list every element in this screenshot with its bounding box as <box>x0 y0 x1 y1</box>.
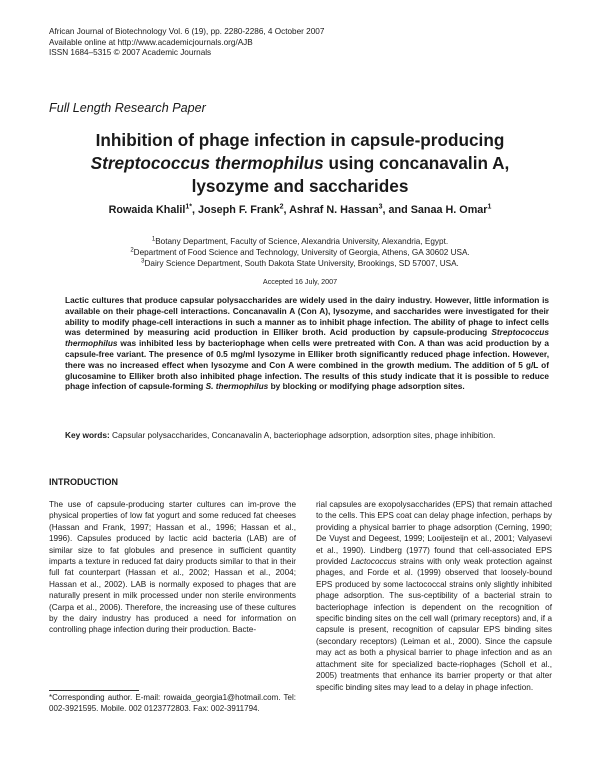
article-category: Full Length Research Paper <box>49 101 206 115</box>
author-1-affil: 1* <box>185 203 193 211</box>
genus-name: Lactococcus <box>350 557 397 567</box>
title-species: Streptococcus thermophilus <box>90 153 324 173</box>
title-line-2-rest: using concanavalin A, <box>323 153 510 173</box>
keywords <box>65 430 549 441</box>
footnote-divider <box>49 690 139 691</box>
author-separator: , <box>283 204 290 216</box>
species-name: Streptococcus thermophilus <box>65 327 549 349</box>
journal-issn: ISSN 1684–5315 © 2007 Academic Journals <box>49 48 212 58</box>
journal-header <box>49 27 324 59</box>
title-line-3: lysozyme and saccharides <box>191 176 409 196</box>
affiliation-2: $^2$Department of Food Science and Technology, University of Georgia, Athens, GA 30602 USA. <box>130 247 470 257</box>
author-3: Ashraf N. Hassan <box>289 204 379 216</box>
author-1: Rowaida Khalil <box>108 204 186 216</box>
intro-column-right: rial capsules are exopolysaccharides (EPS) that remain attached to the cells. This EPS coat can delay phage infection, perhaps by providing a physical barrier to phage adsorption (Cerning, 1990; De Vuyst and Degeest, 1999; Looijesteijn et al., 2001; Valyasevi et al., 1990). Lindberg (1977) found that cell-associated EPS provided Lactococcus strains with only weak protection against phages, and Forde et al. (1999) observed that loosely-bound EPS produced by some lactococcal strains only slightly inhibited phage adsorption. The sus-ceptibility of a bacterial strain to bacteriophage infection is dependent on the recognition of specific binding sites on the cell wall (primary receptors) and, if a capsule is present, recognition of capsular EPS binding sites (secondary receptors) (Leiman et al., 2000). Since the capsule may act as both a physical barrier to phage infection and as an attachment site for specialized bacte-riophages (Scholl et al., 2005) treatments that enhance its barrier property or that alter specific binding sites may lead to a delay in phage infection. <box>316 500 552 692</box>
author-3-affil: 3 <box>378 203 383 211</box>
accepted-date: Accepted 16 July, 2007 <box>262 277 338 286</box>
intro-column-left: The use of capsule-producing starter cultures can im-prove the physical properties of low fat yogurt and some reduced fat cheeses (Hassan and Frank, 1997; Hassan et al., 1996; Hassan et al., 1996). Capsules produced by lactic acid bacteria (LAB) are of similar size to fat globules and presence in sufficient quantity imparts a texture in reduced fat dairy products similar to that in their full fat counterpart (Hassan et al., 2002; Hassan et al., 2004; Hassan et al., 2002). LAB is normally exposed to phages that are naturally present in milk processed under non sterile environments (Carpa et al., 2006). Therefore, the increasing use of these cultures by the dairy industry has produced a need for information on controlling phage infection during their production. Bacte- <box>49 500 296 635</box>
abstract: Lactic cultures that produce capsular polysaccharides are widely used in the dairy industry. However, little information is available on their phage-cell interactions. Concanavalin A (Con A), lysozyme, and saccharides were investigated for their ability to modify phage-cell interactions in such a manner as to inhibit phage infection. The ability of phage to infect cells was determined by measuring acid production in Elliker broth. Acid production by capsule-producing Streptococcus thermophilus was inhibited less by bacteriophage when cells were pretreated with Con. A than was acid production by a capsule-free variant. The presence of 0.5 mg/ml lysozyme in Elliker broth significantly reduced phage infection. However, there was no increased effect when lysozyme and Con A were combined in the growth medium. The addition of 5 g/L of glucosamine to Elliker broth also inhibited phage infection. The results of this study indicate that it is possible to reduce phage infection of capsule-forming S. thermophilus by blocking or modifying phage adsorption sites. <box>65 295 549 392</box>
paper-title <box>40 129 560 198</box>
author-4-affil: 1 <box>487 203 492 211</box>
affiliation-3: $^3$Dairy Science Department, South Dakota State University, Brookings, SD 57007, USA. <box>141 258 459 268</box>
author-list <box>40 204 560 216</box>
journal-url: Available online at http://www.academicjournals.org/AJB <box>49 37 253 47</box>
affiliation-1: $^1$Botany Department, Faculty of Science, Alexandria University, Alexandria, Egypt. <box>151 236 449 246</box>
author-2: Joseph F. Frank <box>198 204 280 216</box>
corresponding-author-footnote: *Corresponding author. E-mail: rowaida_georgia1@hotmail.com. Tel: 002-3921595. Mobile. 002 0123772803. Fax: 002-3911794. <box>49 693 296 713</box>
journal-citation: African Journal of Biotechnology Vol. 6 (19), pp. 2280-2286, 4 October 2007 <box>49 27 325 36</box>
affiliations <box>40 236 560 269</box>
keywords-text: Capsular polysaccharides, Concanavalin A, bacteriophage adsorption, adsorption sites, phage inhibition. <box>109 430 496 440</box>
keywords-label: Key words: <box>65 430 110 440</box>
author-separator: , and <box>382 204 411 216</box>
author-2-affil: 2 <box>279 203 284 211</box>
author-4: Sanaa H. Omar <box>410 204 488 216</box>
title-line-1: Inhibition of phage infection in capsule-producing <box>95 130 505 150</box>
section-heading-introduction: INTRODUCTION <box>49 477 118 487</box>
author-separator: , <box>192 204 199 216</box>
species-name: S. thermophilus <box>205 381 269 392</box>
title-line-2 <box>40 152 560 175</box>
